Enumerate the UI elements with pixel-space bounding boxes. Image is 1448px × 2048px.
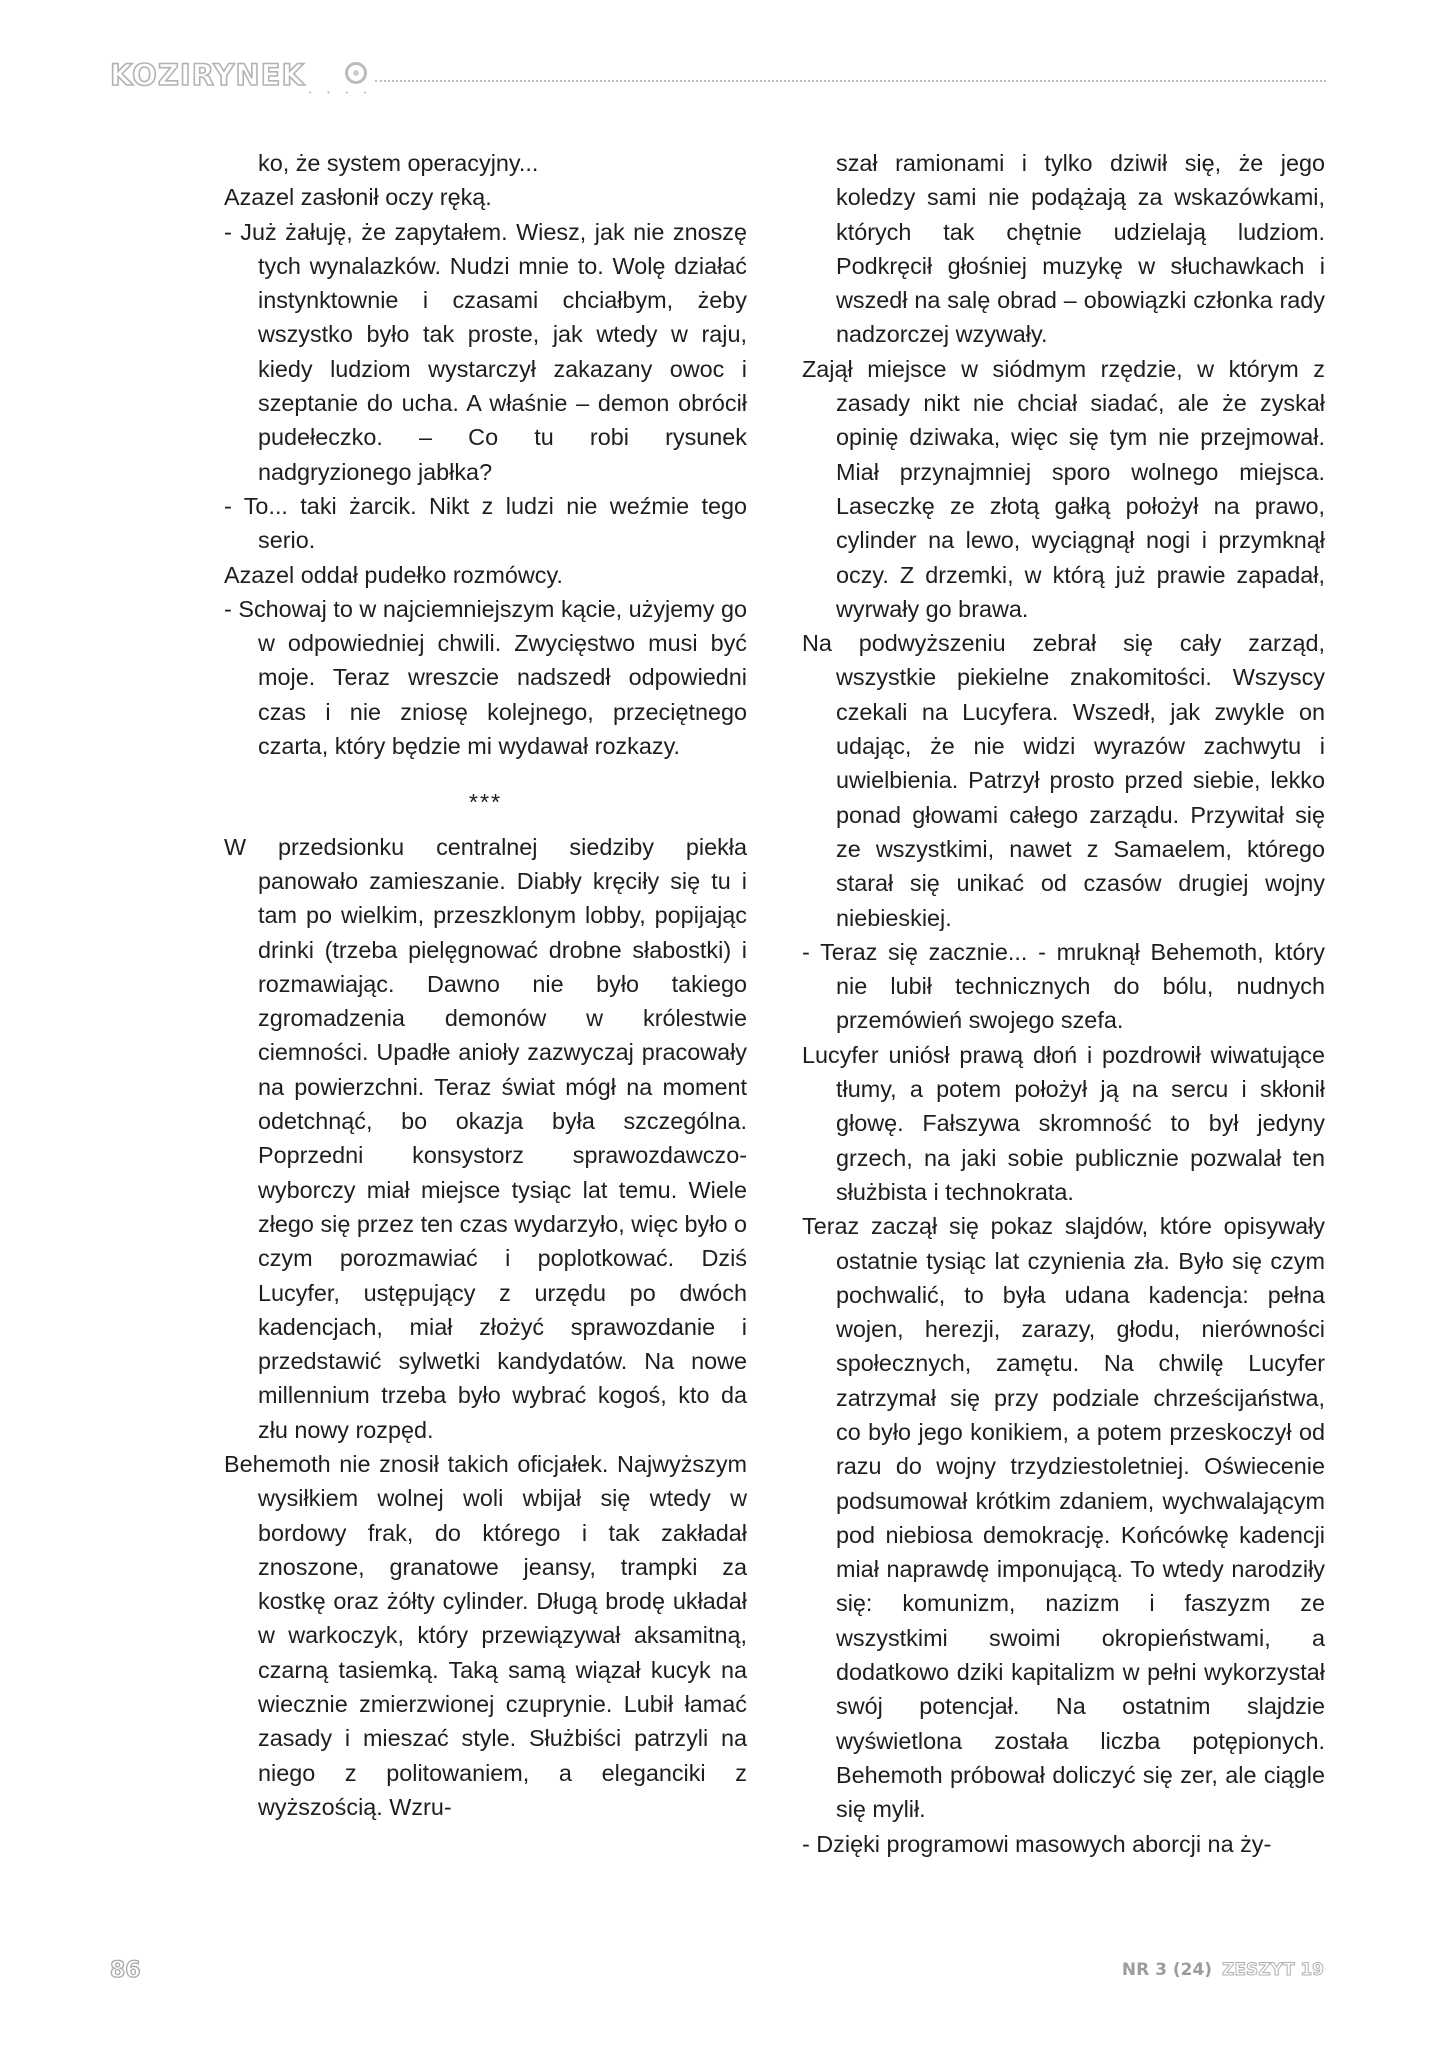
paragraph: W przedsionku centralnej siedziby piekła panowało zamieszanie. Diabły kręciły się tu i tam po wielkim, przeszklonym lobby, popijając drinki (trzeba pielęgnować drobne słabostki) i rozmawiając. Dawno nie było takiego zgromadzenia demonów w królestwie ciemności. Upadłe anioły zazwyczaj pracowały na powierzchni. Teraz świat mógł na moment odetchnąć, bo okazja była szczególna. Poprzedni konsystorz sprawozdawczo-wyborczy miał miejsce tysiąc lat temu. Wiele złego się przez ten czas wydarzyło, więc było o czym porozmawiać i poplotkować. Dziś Lucyfer, ustępujący z urzędu po dwóch kadencjach, miał złożyć sprawozdanie i przedstawić sylwetki kandydatów. Na nowe millennium trzeba było wybrać kogoś, kto da złu nowy rozpęd. [224, 833, 747, 1443]
paragraph: Azazel oddał pudełko rozmówcy. [224, 561, 563, 588]
paragraph: Lucyfer uniósł prawą dłoń i pozdrowił wiwatujące tłumy, a potem położył ją na sercu i skłonił głowę. Fałszywa skromność to był jedyny grzech, na jaki sobie publicznie pozwalał ten służbista i technokrata. [802, 1041, 1325, 1205]
paragraph-continuation: szał ramionami i tylko dziwił się, że jego koledzy sami nie podążają za wskazówkami, których tak chętnie udzielają ludziom. Podkręcił głośniej muzykę w słuchawkach i wszedł na salę obrad – obowiązki członka rady nadzorczej wzywały. [836, 150, 1325, 348]
paragraph: - Dzięki programowi masowych aborcji na ży- [802, 1830, 1272, 1857]
paragraph: Teraz zaczął się pokaz slajdów, które opisywały ostatnie tysiąc lat czynienia zła. Było się czym pochwalić, to była udana kadencja: pełna wojen, herezji, zarazy, głodu, nierówności społecznych, zamętu. Na chwilę Lucyfer zatrzymał się przy podziale chrześcijaństwa, co było jego konikiem, a potem przeskoczył od razu do wojny trzydziestoletniej. Oświecenie podsumował krótkim zdaniem, wychwalającym pod niebiosa demokrację. Końcówkę kadencji miał naprawdę imponującą. To wtedy narodziły się: komunizm, nazizm i faszyzm ze wszystkimi swoimi okropieństwami, a dodatkowo dziki kapitalizm w pełni wykorzystał swój potencjał. Na ostatnim slajdzie wyświetlona została liczba potępionych. Behemoth próbował doliczyć się zer, ale ciągle się mylił. [802, 1213, 1325, 1823]
paragraph: - Już żałuję, że zapytałem. Wiesz, jak nie znoszę tych wynalazków. Nudzi mnie to. Wolę działać instynktownie i czasami chciałbym, żeby wszystko było tak proste, jak wtedy w raju, kiedy ludziom wystarczył zakazany owoc i szeptanie do ucha. A właśnie – demon obrócił pudełeczko. – Co tu robi rysunek nadgryzionego jabłka? [224, 218, 747, 485]
paragraph: - Schowaj to w najciemniejszym kącie, użyjemy go w odpowiedniej chwili. Zwycięstwo musi być moje. Teraz wreszcie nadszedł odpowiedni czas i nie zniosę kolejnego, przeciętnego czarta, który będzie mi wydawał rozkazy. [224, 595, 747, 760]
paragraph: Behemoth nie znosił takich oficjałek. Najwyższym wysiłkiem wolnej woli wbijał się wtedy w bordowy frak, do którego i tak zakładał znoszone, granatowe jeansy, trampki za kostkę oraz żółty cylinder. Długą brodę układał w warkoczyk, który przewiązywał aksamitną, czarną tasiemką. Taką samą wiązał kucyk na wiecznie zmierzwionej czuprynie. Lubił łamać zasady i mieszać style. Służbiści patrzyli na niego z politowaniem, a eleganciki z wyższością. Wzru- [224, 1450, 747, 1820]
right-text-column [802, 146, 1325, 1861]
paragraph: - To... taki żarcik. Nikt z ludzi nie weźmie tego serio. [224, 492, 747, 554]
issue-info [1122, 1960, 1324, 1980]
paragraph: Na podwyższeniu zebrał się cały zarząd, wszystkie piekielne znakomitości. Wszyscy czekali na Lucyfera. Wszedł, jak zwykle on udając, że nie widzi wyrazów zachwytu i uwielbienia. Patrzył prosto przed siebie, lekko ponad głowami całego zarządu. Przywitał się ze wszystkimi, nawet z Samaelem, którego starał się unikać od czasów drugiej wojny niebieskiej. [802, 630, 1325, 931]
left-text-column [224, 146, 747, 1824]
paragraph: Zajął miejsce w siódmym rzędzie, w którym z zasady nikt nie chciał siadać, ale że zyskał opinię dziwaka, więc się tym nie przejmował. Miał przynajmniej sporo wolnego miejsca. Laseczkę ze złotą gałką położył na prawo, cylinder na lewo, wyciągnął nogi i przymknął oczy. Z drzemki, w którą już prawie zapadał, wyrwały go brawa. [802, 355, 1325, 622]
magazine-logo: KOZIRYNEK [110, 58, 305, 92]
page-header [110, 56, 1326, 96]
logo-dots: • • • • [308, 89, 374, 97]
header-dotted-rule [375, 80, 1326, 82]
section-break: *** [468, 789, 503, 816]
page-number: 86 [110, 1958, 141, 1983]
issue-number: NR 3 (24) [1121, 1960, 1213, 1980]
paragraph: Azazel zasłonił oczy ręką. [224, 184, 492, 211]
logo-emblem-icon [345, 62, 367, 84]
issue-volume: ZESZYT 19 [1222, 1960, 1324, 1980]
paragraph: - Teraz się zacznie... - mruknął Behemoth, który nie lubił technicznych do bólu, nudnych przemówień swojego szefa. [802, 938, 1325, 1034]
paragraph-continuation: ko, że system operacyjny... [258, 150, 539, 176]
